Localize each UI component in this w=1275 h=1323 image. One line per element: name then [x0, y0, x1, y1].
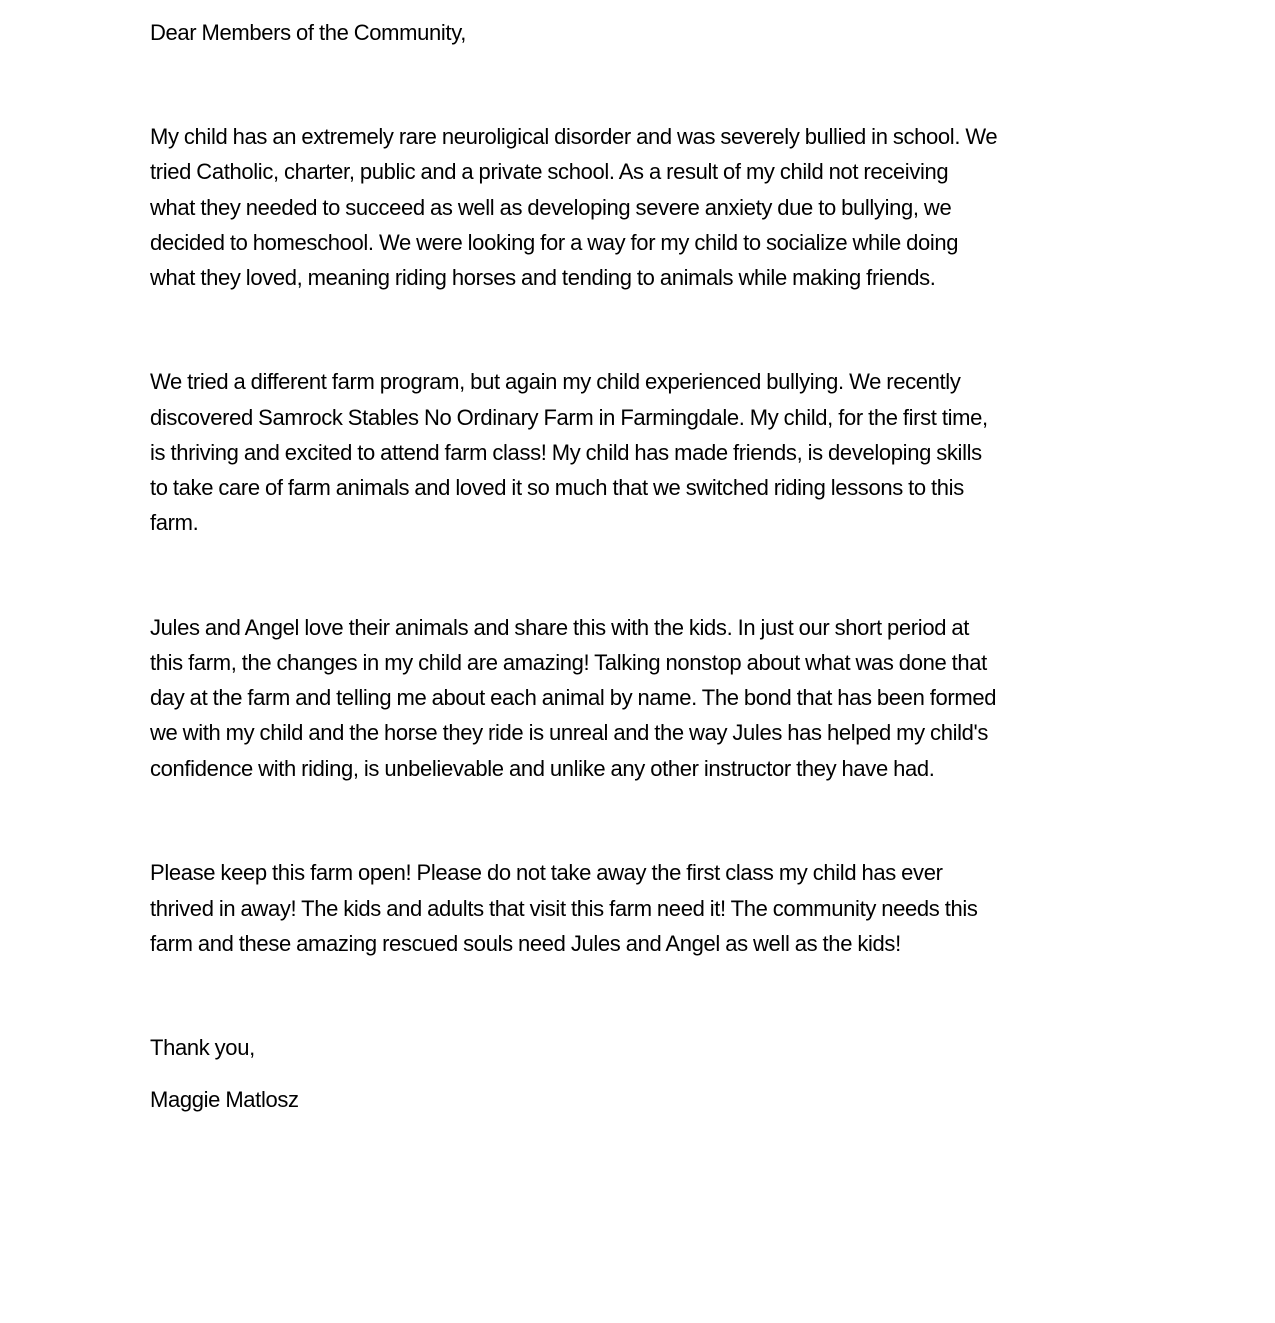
paragraph-line: tried Catholic, charter, public and a private school. As a result of my child not receiving: [150, 159, 949, 184]
paragraph-line: Jules and Angel love their animals and share this with the kids. In just our short period at: [150, 615, 969, 640]
paragraph-line: confidence with riding, is unbelievable and unlike any other instructor they have had.: [150, 756, 935, 781]
salutation: Dear Members of the Community,: [150, 20, 466, 45]
paragraph-line: Please keep this farm open! Please do not take away the first class my child has ever: [150, 860, 943, 885]
paragraph-line: We tried a different farm program, but again my child experienced bullying. We recently: [150, 369, 961, 394]
signature: Maggie Matlosz: [150, 1087, 299, 1112]
paragraph-line: day at the farm and telling me about each animal by name. The bond that has been formed: [150, 685, 997, 710]
paragraph-line: farm.: [150, 510, 199, 535]
paragraph-line: decided to homeschool. We were looking for a way for my child to socialize while doing: [150, 230, 959, 255]
paragraph-line: My child has an extremely rare neuroligical disorder and was severely bullied in school. We: [150, 124, 998, 149]
paragraph-line: thrived in away! The kids and adults that visit this farm need it! The community needs this: [150, 896, 978, 921]
paragraph-line: we with my child and the horse they ride is unreal and the way Jules has helped my child's: [150, 720, 989, 745]
paragraph-line: discovered Samrock Stables No Ordinary Farm in Farmingdale. My child, for the first time,: [150, 405, 988, 430]
paragraph-line: is thriving and excited to attend farm class! My child has made friends, is developing skills: [150, 440, 982, 465]
closing: Thank you,: [150, 1035, 255, 1060]
paragraph-line: farm and these amazing rescued souls need Jules and Angel as well as the kids!: [150, 931, 901, 956]
paragraph-line: what they needed to succeed as well as developing severe anxiety due to bullying, we: [150, 195, 952, 220]
paragraph-line: to take care of farm animals and loved it so much that we switched riding lessons to this: [150, 475, 964, 500]
paragraph-line: this farm, the changes in my child are amazing! Talking nonstop about what was done that: [150, 650, 987, 675]
paragraph-line: what they loved, meaning riding horses and tending to animals while making friends.: [150, 265, 936, 290]
